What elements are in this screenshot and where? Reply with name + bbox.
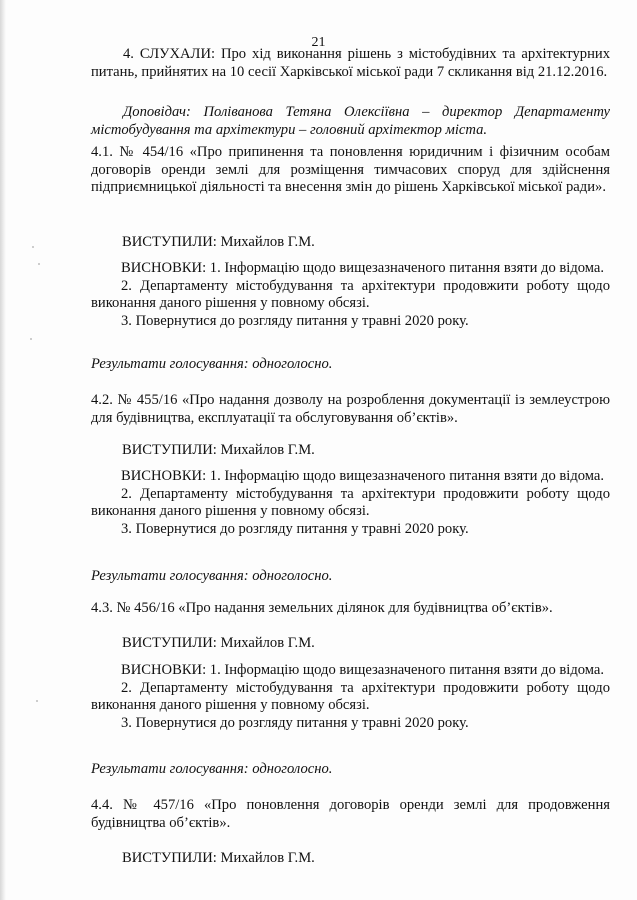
item-conclusions (91, 468, 610, 538)
conclusion-2: 2. Департаменту містобудування та архітектури продовжити роботу щодо виконання даного рішення у повному обсязі. (91, 277, 610, 311)
scan-speck (32, 246, 34, 248)
conclusion-1: ВИСНОВКИ: 1. Інформацію щодо вищезазначеного питання взяти до відома. (121, 260, 605, 276)
item-spoke: ВИСТУПИЛИ: Михайлов Г.М. (122, 635, 315, 651)
conclusion-1: ВИСНОВКИ: 1. Інформацію щодо вищезазначеного питання взяти до відома. (121, 468, 605, 484)
conclusion-3: 3. Повернутися до розгляду питання у травні 2020 року. (121, 714, 469, 731)
conclusion-1: ВИСНОВКИ: 1. Інформацію щодо вищезазначеного питання взяти до відома. (121, 662, 605, 678)
conclusion-2: 2. Департаменту містобудування та архітектури продовжити роботу щодо виконання даного рішення у повному обсязі. (91, 679, 610, 713)
item-4-2-title-block (91, 392, 610, 427)
page-number: 21 (311, 35, 326, 50)
item-title: 4.2. № 455/16 «Про надання дозволу на розроблення документації із землеустрою для будівництва, експлуатації та обслуговування об’єктів». (91, 392, 610, 426)
item-4-4-title-block (91, 797, 610, 832)
item-conclusions (91, 260, 610, 330)
scan-speck (36, 700, 38, 702)
conclusion-3: 3. Повернутися до розгляду питання у травні 2020 року. (121, 520, 469, 537)
item-conclusions (91, 662, 610, 732)
scan-speck (38, 263, 40, 265)
item-title: 4.1. № 454/16 «Про припинення та поновлення юридичним і фізичним особам договорів оренди землі для розміщення тимчасових споруд для здійснення підприємницької діяльності та внесення змін до рішень Харківської міської ради». (91, 144, 610, 195)
vote-result: Результати голосування: одноголосно. (91, 568, 333, 584)
conclusion-2: 2. Департаменту містобудування та архітектури продовжити роботу щодо виконання даного рішення у повному обсязі. (91, 485, 610, 519)
item-4-1-title-block (91, 144, 610, 197)
vote-result: Результати голосування: одноголосно. (91, 761, 333, 777)
section-speaker (91, 104, 610, 139)
speaker-text: Доповідач: Поліванова Тетяна Олексіївна – директор Департаменту містобудування та архітектури – головний архітектор міста. (91, 104, 610, 138)
scan-speck (30, 338, 32, 340)
item-spoke: ВИСТУПИЛИ: Михайлов Г.М. (122, 234, 315, 250)
scan-edge-shadow (0, 0, 6, 900)
item-spoke: ВИСТУПИЛИ: Михайлов Г.М. (122, 442, 315, 458)
section-heard (91, 46, 610, 81)
item-title: 4.4. № 457/16 «Про поновлення договорів оренди землі для продовження будівництва об’єктів». (91, 797, 610, 831)
vote-result: Результати голосування: одноголосно. (91, 356, 333, 372)
item-spoke: ВИСТУПИЛИ: Михайлов Г.М. (122, 850, 315, 866)
item-title: 4.3. № 456/16 «Про надання земельних ділянок для будівництва об’єктів». (91, 600, 553, 616)
item-4-3-title-block (91, 600, 610, 618)
conclusion-3: 3. Повернутися до розгляду питання у травні 2020 року. (121, 312, 469, 329)
heard-text: 4. СЛУХАЛИ: Про хід виконання рішень з містобудівних та архітектурних питань, прийнятих на 10 сесії Харківської міської ради 7 скликання від 21.12.2016. (91, 46, 610, 80)
